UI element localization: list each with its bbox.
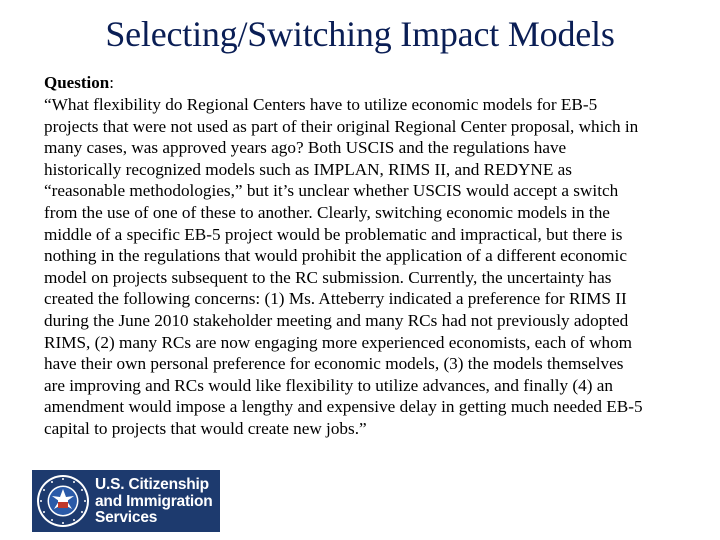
question-line: “What flexibility do Regional Centers have to utilize economic models for EB-5	[44, 95, 598, 114]
question-line: middle of a specific EB-5 project would be problematic and impractical, but there is	[44, 224, 623, 244]
question-line: during the June 2010 stakeholder meeting and many RCs had not previously adopted	[44, 310, 629, 330]
question-line: projects that were not used as part of their original Regional Center proposal, which in	[44, 116, 639, 136]
question-label-text: Question	[44, 73, 110, 92]
question-line: capital to projects that would create new jobs.”	[44, 418, 367, 438]
question-line: amendment would impose a lengthy and expensive delay in getting much needed EB-5	[44, 397, 643, 417]
question-line: nothing in the regulations that would prohibit the application of a different economic	[44, 246, 627, 266]
question-line: created the following concerns: (1) Ms. Atteberry indicated a preference for RIMS II	[44, 289, 627, 309]
question-line: historically recognized models such as IMPLAN, RIMS II, and REDYNE as	[44, 159, 572, 179]
logo-line-1: U.S. Citizenship	[95, 476, 209, 493]
question-line: have their own personal preference for economic models, (3) the models themselves	[44, 354, 624, 374]
logo-line-3: Services	[95, 509, 158, 526]
slide-title: Selecting/Switching Impact Models	[105, 14, 615, 54]
question-label	[44, 72, 114, 94]
question-line: from the use of one of these to another. Clearly, switching economic models in the	[44, 202, 610, 222]
question-line: many cases, was approved years ago? Both USCIS and the regulations have	[44, 138, 567, 158]
question-line: model on projects subsequent to the RC submission. Currently, the uncertainty has	[44, 267, 612, 287]
dhs-seal-icon	[36, 474, 90, 528]
question-line: are improving and RCs would like flexibility to utilize advances, and finally (4) an	[44, 375, 613, 395]
question-line: “reasonable methodologies,” but it’s unclear whether USCIS would accept a switch	[44, 181, 619, 201]
question-label-colon: :	[109, 73, 114, 92]
question-body	[44, 94, 688, 440]
logo-wordmark	[95, 477, 213, 527]
logo-line-2: and Immigration	[95, 492, 213, 510]
uscis-logo	[32, 470, 220, 532]
question-line: RIMS, (2) many RCs are now engaging more experienced economists, each of whom	[44, 332, 633, 352]
